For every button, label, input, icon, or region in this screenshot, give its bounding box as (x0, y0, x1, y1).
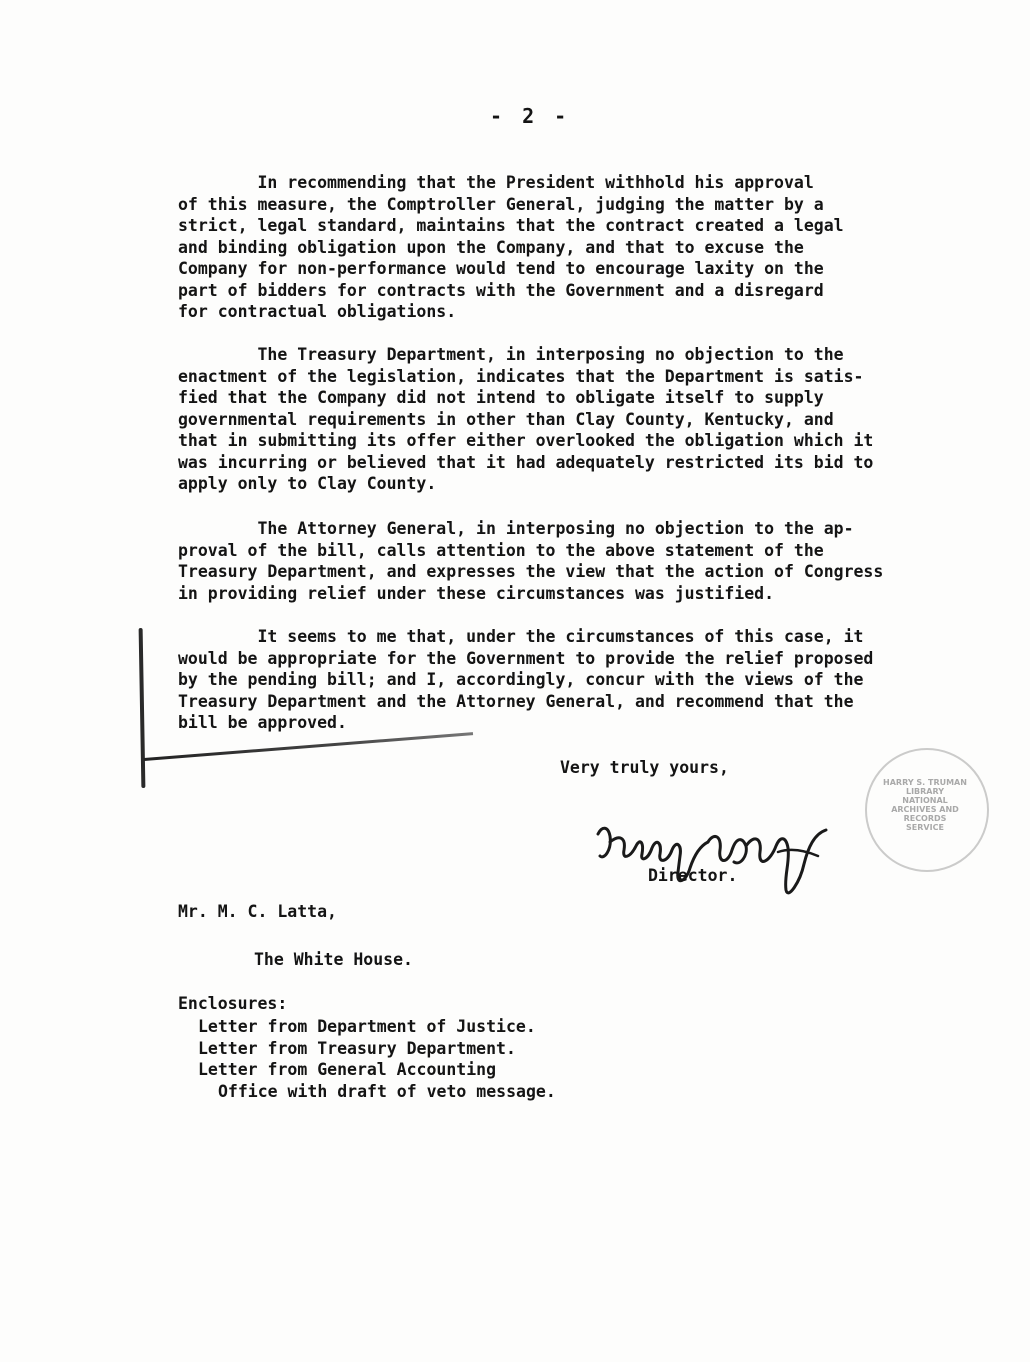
stamp-line: RECORDS (903, 814, 947, 823)
signature-title: Director. (648, 866, 738, 885)
paragraph-line: of this measure, the Comptroller General, judging the matter by a (178, 194, 824, 214)
enclosures-heading: Enclosures: (178, 994, 288, 1013)
archive-stamp-text (880, 778, 970, 832)
paragraph-line: and binding obligation upon the Company, and that to excuse the (178, 237, 804, 257)
paragraph-line: The Treasury Department, in interposing no objection to the (178, 345, 844, 364)
margin-pencil-underline (144, 732, 473, 761)
enclosure-item: Letter from General Accounting (198, 1060, 497, 1079)
paragraph-line: for contractual obligations. (178, 302, 457, 321)
paragraph-line: was incurring or believed that it had adequately restricted its bid to (178, 452, 874, 472)
addressee-location: The White House. (254, 950, 413, 969)
stamp-line: SERVICE (906, 823, 944, 832)
paragraph-line: apply only to Clay County. (178, 474, 437, 493)
paragraph-line: governmental requirements in other than Clay County, Kentucky, and (178, 409, 834, 429)
stamp-line: HARRY S. TRUMAN LIBRARY (883, 778, 967, 796)
page-number: - 2 - (490, 104, 571, 128)
paragraph-line: by the pending bill; and I, accordingly, concur with the views of the (178, 670, 864, 689)
paragraph-line: part of bidders for contracts with the Government and a disregard (178, 280, 824, 300)
paragraph-line: Company for non-performance would tend to encourage laxity on the (178, 259, 824, 278)
paragraph-recommendation (178, 626, 948, 734)
paragraph-line: Treasury Department and the Attorney General, and recommend that the (178, 691, 854, 711)
paragraph-line: In recommending that the President withhold his approval (178, 173, 814, 192)
paragraph-line: strict, legal standard, maintains that the contract created a legal (178, 216, 844, 235)
stamp-line: ARCHIVES AND (891, 805, 959, 814)
paragraph-treasury (178, 344, 948, 495)
paragraph-line: in providing relief under these circumstances was justified. (178, 583, 775, 603)
paragraph-line: would be appropriate for the Government to provide the relief proposed (178, 648, 874, 668)
enclosure-item: Letter from Department of Justice. (198, 1017, 536, 1036)
paragraph-comptroller (178, 172, 948, 323)
addressee-name: Mr. M. C. Latta, (178, 902, 337, 921)
handwritten-signature (590, 812, 840, 902)
paragraph-line: bill be approved. (178, 713, 347, 732)
stamp-line: NATIONAL (902, 796, 948, 805)
paragraph-line: The Attorney General, in interposing no objection to the ap- (178, 519, 854, 538)
closing-salutation: Very truly yours, (560, 758, 729, 777)
paragraph-line: fied that the Company did not intend to obligate itself to supply (178, 388, 824, 407)
enclosure-item: Office with draft of veto message. (218, 1081, 556, 1101)
paragraph-line: proval of the bill, calls attention to the above statement of the (178, 540, 824, 560)
enclosure-item: Letter from Treasury Department. (198, 1038, 516, 1058)
paragraph-line: enactment of the legislation, indicates that the Department is satis- (178, 366, 864, 386)
enclosures-list (198, 1016, 556, 1102)
paragraph-line: Treasury Department, and expresses the view that the action of Congress (178, 562, 884, 581)
paragraph-attorney-general (178, 518, 948, 604)
margin-pencil-mark (139, 628, 146, 788)
paragraph-line: that in submitting its offer either overlooked the obligation which it (178, 431, 874, 450)
paragraph-line: It seems to me that, under the circumstances of this case, it (178, 627, 864, 646)
